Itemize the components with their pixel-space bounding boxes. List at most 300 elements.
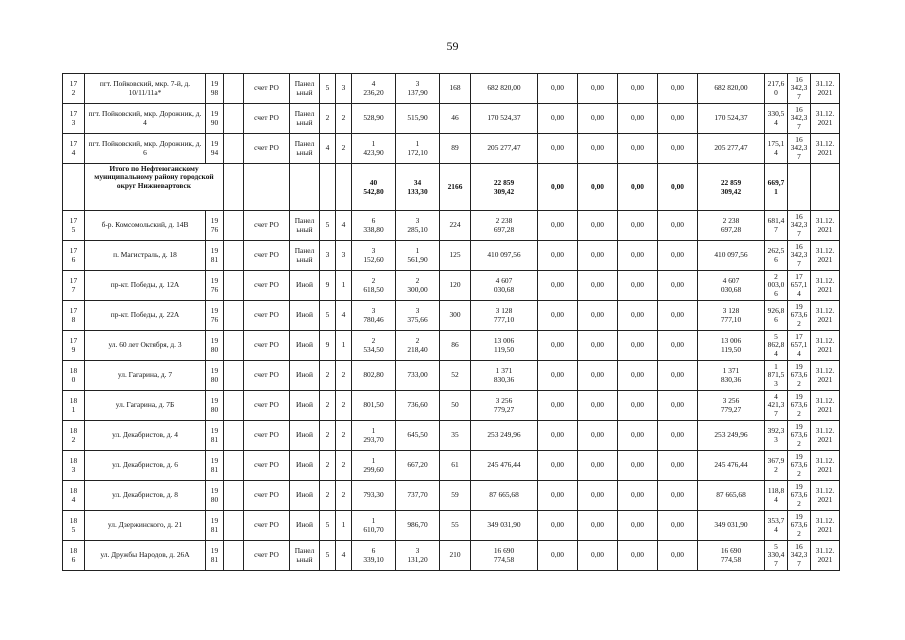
cell-cost-fund: 0,00: [538, 331, 578, 361]
subtotal-completion-date: [811, 164, 840, 211]
cell-cost-fund: 0,00: [538, 104, 578, 134]
cell-empty-col: [224, 511, 244, 541]
cell-total-area: 1 293,70: [352, 421, 396, 451]
cell-cost-owners: 0,00: [658, 391, 698, 421]
cell-address: ул. 60 лет Октября, д. 3: [85, 331, 206, 361]
cell-max-unit-cost: 17 657,1 4: [788, 271, 811, 301]
cell-empty-col: [224, 104, 244, 134]
cell-address: п. Магистраль, д. 18: [85, 241, 206, 271]
cell-floors: 9: [320, 271, 336, 301]
cell-unit-cost: 392,3 3: [765, 421, 788, 451]
cell-cost-local: 0,00: [618, 391, 658, 421]
cell-residents: 300: [440, 301, 471, 331]
cell-residents: 52: [440, 361, 471, 391]
cell-row-number: 18 1: [63, 391, 85, 421]
cell-residents: 168: [440, 74, 471, 104]
cell-entrances: 3: [336, 241, 352, 271]
cell-floors: 2: [320, 361, 336, 391]
cell-total-cost: 410 097,56: [471, 241, 538, 271]
cell-cost-total-2: 3 128 777,10: [698, 301, 765, 331]
cell-living-area: 667,20: [396, 451, 440, 481]
table-row: [63, 74, 840, 104]
cell-fund-method: счет РО: [244, 331, 290, 361]
cell-cost-region: 0,00: [578, 391, 618, 421]
cell-residents: 120: [440, 271, 471, 301]
cell-total-area: 6 338,80: [352, 211, 396, 241]
cell-max-unit-cost: 16 342,3 7: [788, 241, 811, 271]
cell-max-unit-cost: 19 673,6 2: [788, 451, 811, 481]
table-row: [63, 271, 840, 301]
cell-cost-local: 0,00: [618, 134, 658, 164]
cell-unit-cost: 926,8 6: [765, 301, 788, 331]
cell-cost-total-2: 87 665,68: [698, 481, 765, 511]
cell-unit-cost: 175,1 4: [765, 134, 788, 164]
cell-cost-fund: 0,00: [538, 271, 578, 301]
cell-cost-local: 0,00: [618, 241, 658, 271]
cell-empty-col: [224, 451, 244, 481]
cell-unit-cost: 262,5 6: [765, 241, 788, 271]
cell-cost-owners: 0,00: [658, 331, 698, 361]
cell-floors: 5: [320, 511, 336, 541]
cell-row-number: 18 0: [63, 361, 85, 391]
cell-build-year: 19 90: [206, 104, 224, 134]
cell-living-area: 645,50: [396, 421, 440, 451]
cell-total-cost: 87 665,68: [471, 481, 538, 511]
cell-residents: 35: [440, 421, 471, 451]
cell-wall-material: Панел ьный: [290, 134, 320, 164]
cell-cost-region: 0,00: [578, 451, 618, 481]
cell-row-number: 17 3: [63, 104, 85, 134]
cell-completion-date: 31.12. 2021: [811, 511, 840, 541]
cell-entrances: 1: [336, 271, 352, 301]
cell-empty: [244, 164, 290, 211]
cell-cost-local: 0,00: [618, 421, 658, 451]
cell-cost-local: 0,00: [618, 211, 658, 241]
cell-completion-date: 31.12. 2021: [811, 241, 840, 271]
cell-unit-cost: 217,6 0: [765, 74, 788, 104]
cell-completion-date: 31.12. 2021: [811, 481, 840, 511]
cell-total-cost: 16 690 774,58: [471, 541, 538, 571]
cell-unit-cost: 367,9 2: [765, 451, 788, 481]
cell-build-year: 19 81: [206, 541, 224, 571]
cell-cost-region: 0,00: [578, 421, 618, 451]
cell-cost-local: 0,00: [618, 331, 658, 361]
table-row: [63, 481, 840, 511]
cell-completion-date: 31.12. 2021: [811, 451, 840, 481]
cell-wall-material: Иной: [290, 421, 320, 451]
cell-residents: 125: [440, 241, 471, 271]
cell-cost-fund: 0,00: [538, 511, 578, 541]
cell-wall-material: Панел ьный: [290, 104, 320, 134]
cell-total-area: 801,50: [352, 391, 396, 421]
cell-empty-col: [224, 331, 244, 361]
cell-empty-col: [224, 134, 244, 164]
cell-fund-method: счет РО: [244, 134, 290, 164]
cell-build-year: 19 81: [206, 511, 224, 541]
cell-wall-material: Иной: [290, 451, 320, 481]
cell-cost-region: 0,00: [578, 361, 618, 391]
cell-completion-date: 31.12. 2021: [811, 74, 840, 104]
cell-build-year: 19 80: [206, 331, 224, 361]
cell-cost-total-2: 170 524,37: [698, 104, 765, 134]
cell-entrances: 2: [336, 391, 352, 421]
cell-address: ул. Декабристов, д. 8: [85, 481, 206, 511]
cell-living-area: 1 172,10: [396, 134, 440, 164]
cell-max-unit-cost: 19 673,6 2: [788, 391, 811, 421]
cell-wall-material: Иной: [290, 361, 320, 391]
table-row: [63, 211, 840, 241]
cell-cost-local: 0,00: [618, 271, 658, 301]
cell-empty-col: [224, 301, 244, 331]
cell-floors: 3: [320, 241, 336, 271]
subtotal-row: [63, 164, 840, 211]
cell-cost-fund: 0,00: [538, 241, 578, 271]
subtotal-cost-owners: 0,00: [658, 164, 698, 211]
cell-total-cost: 3 128 777,10: [471, 301, 538, 331]
cell-cost-total-2: 4 607 030,68: [698, 271, 765, 301]
subtotal-total-area: 40 542,80: [352, 164, 396, 211]
cell-cost-owners: 0,00: [658, 301, 698, 331]
cell-completion-date: 31.12. 2021: [811, 301, 840, 331]
cell-build-year: 19 98: [206, 74, 224, 104]
cell-entrances: 1: [336, 511, 352, 541]
page-number: 59: [446, 39, 459, 53]
cell-build-year: 19 81: [206, 241, 224, 271]
cell-build-year: 19 76: [206, 301, 224, 331]
cell-total-area: 528,90: [352, 104, 396, 134]
cell-total-area: 6 339,10: [352, 541, 396, 571]
cell-wall-material: Иной: [290, 481, 320, 511]
cell-total-cost: 170 524,37: [471, 104, 538, 134]
cell-address: пр-кт. Победы, д. 12А: [85, 271, 206, 301]
cell-fund-method: счет РО: [244, 241, 290, 271]
cell-total-area: 3 780,46: [352, 301, 396, 331]
cell-cost-local: 0,00: [618, 301, 658, 331]
cell-unit-cost: 118,8 4: [765, 481, 788, 511]
cell-unit-cost: 681,4 7: [765, 211, 788, 241]
cell-living-area: 986,70: [396, 511, 440, 541]
cell-unit-cost: 2 003,0 6: [765, 271, 788, 301]
cell-total-cost: 682 820,00: [471, 74, 538, 104]
cell-cost-fund: 0,00: [538, 541, 578, 571]
cell-row-number: 17 7: [63, 271, 85, 301]
cell-cost-fund: 0,00: [538, 481, 578, 511]
cell-cost-fund: 0,00: [538, 361, 578, 391]
cell-address: ул. Дзержинского, д. 21: [85, 511, 206, 541]
cell-residents: 89: [440, 134, 471, 164]
cell-fund-method: счет РО: [244, 481, 290, 511]
cell-cost-region: 0,00: [578, 104, 618, 134]
cell-address: ул. Декабристов, д. 6: [85, 451, 206, 481]
cell-floors: 2: [320, 391, 336, 421]
table-row: [63, 331, 840, 361]
cell-row-number: 18 2: [63, 421, 85, 451]
cell-entrances: 2: [336, 361, 352, 391]
cell-floors: 2: [320, 104, 336, 134]
cell-empty-col: [224, 271, 244, 301]
subtotal-label: Итого по Нефтеюганскому муниципальному району городской округ Нижневартовск: [85, 164, 224, 211]
cell-unit-cost: 5 330,4 7: [765, 541, 788, 571]
cell-unit-cost: 5 862,8 4: [765, 331, 788, 361]
cell-wall-material: Иной: [290, 271, 320, 301]
cell-cost-owners: 0,00: [658, 451, 698, 481]
cell-cost-total-2: 349 031,90: [698, 511, 765, 541]
cell-max-unit-cost: 19 673,6 2: [788, 481, 811, 511]
cell-residents: 55: [440, 511, 471, 541]
cell-cost-owners: 0,00: [658, 481, 698, 511]
cell-total-cost: 4 607 030,68: [471, 271, 538, 301]
subtotal-cost-local: 0,00: [618, 164, 658, 211]
cell-fund-method: счет РО: [244, 421, 290, 451]
cell-cost-total-2: 3 256 779,27: [698, 391, 765, 421]
cell-completion-date: 31.12. 2021: [811, 211, 840, 241]
cell-cost-owners: 0,00: [658, 541, 698, 571]
cell-living-area: 736,60: [396, 391, 440, 421]
cell-address: ул. Декабристов, д. 4: [85, 421, 206, 451]
cell-wall-material: Иной: [290, 511, 320, 541]
cell-wall-material: Иной: [290, 301, 320, 331]
cell-empty-col: [224, 541, 244, 571]
cell-address: пр-кт. Победы, д. 22А: [85, 301, 206, 331]
cell-living-area: 515,90: [396, 104, 440, 134]
cell-fund-method: счет РО: [244, 391, 290, 421]
cell-empty-col: [224, 481, 244, 511]
cell-floors: 2: [320, 451, 336, 481]
cell-cost-total-2: 2 238 697,28: [698, 211, 765, 241]
cell-row-number: 17 6: [63, 241, 85, 271]
cell-max-unit-cost: 16 342,3 7: [788, 104, 811, 134]
cell-row-number: 17 8: [63, 301, 85, 331]
cell-residents: 46: [440, 104, 471, 134]
subtotal-cost-fund: 0,00: [538, 164, 578, 211]
cell-fund-method: счет РО: [244, 211, 290, 241]
table-row: [63, 361, 840, 391]
cell-unit-cost: 353,7 4: [765, 511, 788, 541]
cell-fund-method: счет РО: [244, 451, 290, 481]
subtotal-unit-cost: 669,7 1: [765, 164, 788, 211]
cell-max-unit-cost: 16 342,3 7: [788, 541, 811, 571]
cell-entrances: 2: [336, 134, 352, 164]
cell-address: ул. Гагарина, д. 7: [85, 361, 206, 391]
cell-cost-owners: 0,00: [658, 361, 698, 391]
cell-entrances: 4: [336, 541, 352, 571]
subtotal-residents: 2166: [440, 164, 471, 211]
cell-row-number: 17 2: [63, 74, 85, 104]
cell-cost-region: 0,00: [578, 481, 618, 511]
cell-empty-col: [224, 74, 244, 104]
cell-completion-date: 31.12. 2021: [811, 271, 840, 301]
cell-build-year: 19 76: [206, 271, 224, 301]
cell-build-year: 19 80: [206, 361, 224, 391]
cell-floors: 4: [320, 134, 336, 164]
cell-total-area: 4 236,20: [352, 74, 396, 104]
cell-floors: 5: [320, 74, 336, 104]
cell-max-unit-cost: 19 673,6 2: [788, 421, 811, 451]
cell-cost-region: 0,00: [578, 511, 618, 541]
cell-cost-total-2: 1 371 830,36: [698, 361, 765, 391]
subtotal-living-area: 34 133,30: [396, 164, 440, 211]
cell-cost-local: 0,00: [618, 74, 658, 104]
cell-build-year: 19 81: [206, 421, 224, 451]
cell-wall-material: Панел ьный: [290, 74, 320, 104]
cell-total-area: 793,30: [352, 481, 396, 511]
subtotal-max-unit-cost: [788, 164, 811, 211]
cell-address: ул. Гагарина, д. 7Б: [85, 391, 206, 421]
cell-living-area: 1 561,90: [396, 241, 440, 271]
cell-cost-total-2: 13 006 119,50: [698, 331, 765, 361]
cell-cost-fund: 0,00: [538, 421, 578, 451]
cell-total-cost: 253 249,96: [471, 421, 538, 451]
cell-entrances: 2: [336, 451, 352, 481]
cell-cost-fund: 0,00: [538, 451, 578, 481]
cell-empty-col: [224, 361, 244, 391]
cell-cost-total-2: 245 476,44: [698, 451, 765, 481]
cell-cost-total-2: 16 690 774,58: [698, 541, 765, 571]
cell-total-area: 1 610,70: [352, 511, 396, 541]
cell-max-unit-cost: 16 342,3 7: [788, 74, 811, 104]
cell-fund-method: счет РО: [244, 74, 290, 104]
cell-entrances: 1: [336, 331, 352, 361]
cell-cost-total-2: 205 277,47: [698, 134, 765, 164]
cell-fund-method: счет РО: [244, 511, 290, 541]
cell-cost-owners: 0,00: [658, 74, 698, 104]
table-row: [63, 301, 840, 331]
cell-total-area: 2 534,50: [352, 331, 396, 361]
cell-empty: [320, 164, 336, 211]
cell-empty-col: [224, 421, 244, 451]
cell-build-year: 19 80: [206, 391, 224, 421]
cell-unit-cost: 330,5 4: [765, 104, 788, 134]
cell-cost-region: 0,00: [578, 541, 618, 571]
cell-empty: [290, 164, 320, 211]
cell-cost-fund: 0,00: [538, 211, 578, 241]
cell-residents: 59: [440, 481, 471, 511]
cell-build-year: 19 80: [206, 481, 224, 511]
cell-completion-date: 31.12. 2021: [811, 104, 840, 134]
cell-wall-material: Иной: [290, 391, 320, 421]
cell-cost-owners: 0,00: [658, 211, 698, 241]
cell-entrances: 4: [336, 301, 352, 331]
cell-fund-method: счет РО: [244, 104, 290, 134]
cell-row-number: 17 5: [63, 211, 85, 241]
cell-build-year: 19 94: [206, 134, 224, 164]
cell-total-cost: 1 371 830,36: [471, 361, 538, 391]
cell-empty-col: [224, 391, 244, 421]
cell-cost-fund: 0,00: [538, 134, 578, 164]
table-row: [63, 541, 840, 571]
cell-floors: 5: [320, 541, 336, 571]
cell-cost-total-2: 682 820,00: [698, 74, 765, 104]
table-row: [63, 421, 840, 451]
cell-total-cost: 349 031,90: [471, 511, 538, 541]
cell-row-number: 18 4: [63, 481, 85, 511]
cell-floors: 9: [320, 331, 336, 361]
cell-residents: 210: [440, 541, 471, 571]
cell-cost-fund: 0,00: [538, 301, 578, 331]
cell-empty-col: [224, 211, 244, 241]
cell-row-number: 18 3: [63, 451, 85, 481]
cell-row-number: 18 5: [63, 511, 85, 541]
cell-wall-material: Панел ьный: [290, 211, 320, 241]
cell-max-unit-cost: 19 673,6 2: [788, 301, 811, 331]
cell-max-unit-cost: 16 342,3 7: [788, 211, 811, 241]
cell-cost-local: 0,00: [618, 451, 658, 481]
cell-cost-fund: 0,00: [538, 74, 578, 104]
cell-cost-owners: 0,00: [658, 271, 698, 301]
cell-cost-owners: 0,00: [658, 134, 698, 164]
cell-living-area: 3 375,66: [396, 301, 440, 331]
cell-empty: [63, 164, 85, 211]
table-row: [63, 511, 840, 541]
cell-wall-material: Панел ьный: [290, 241, 320, 271]
cell-completion-date: 31.12. 2021: [811, 421, 840, 451]
cell-total-cost: 245 476,44: [471, 451, 538, 481]
cell-completion-date: 31.12. 2021: [811, 361, 840, 391]
cell-total-cost: 3 256 779,27: [471, 391, 538, 421]
cell-row-number: 18 6: [63, 541, 85, 571]
cell-max-unit-cost: 19 673,6 2: [788, 361, 811, 391]
cell-build-year: 19 76: [206, 211, 224, 241]
cell-max-unit-cost: 16 342,3 7: [788, 134, 811, 164]
cell-total-cost: 2 238 697,28: [471, 211, 538, 241]
cell-entrances: 3: [336, 74, 352, 104]
cell-cost-region: 0,00: [578, 331, 618, 361]
cell-cost-region: 0,00: [578, 271, 618, 301]
cell-total-area: 1 423,90: [352, 134, 396, 164]
housing-register-table: [62, 73, 840, 571]
cell-completion-date: 31.12. 2021: [811, 331, 840, 361]
cell-completion-date: 31.12. 2021: [811, 541, 840, 571]
subtotal-total-cost: 22 859 309,42: [471, 164, 538, 211]
cell-cost-region: 0,00: [578, 241, 618, 271]
subtotal-cost-region: 0,00: [578, 164, 618, 211]
cell-floors: 5: [320, 211, 336, 241]
table-row: [63, 451, 840, 481]
cell-build-year: 19 81: [206, 451, 224, 481]
cell-fund-method: счет РО: [244, 301, 290, 331]
table-row: [63, 391, 840, 421]
cell-residents: 50: [440, 391, 471, 421]
table-row: [63, 134, 840, 164]
cell-fund-method: счет РО: [244, 361, 290, 391]
cell-cost-local: 0,00: [618, 541, 658, 571]
cell-address: пгт. Пойковский, мкр. 7-й, д. 10/11/11а*: [85, 74, 206, 104]
cell-cost-owners: 0,00: [658, 104, 698, 134]
cell-total-area: 802,80: [352, 361, 396, 391]
cell-floors: 5: [320, 301, 336, 331]
cell-unit-cost: 1 871,5 3: [765, 361, 788, 391]
cell-cost-local: 0,00: [618, 104, 658, 134]
cell-empty: [336, 164, 352, 211]
cell-total-area: 1 299,60: [352, 451, 396, 481]
cell-living-area: 3 131,20: [396, 541, 440, 571]
cell-residents: 224: [440, 211, 471, 241]
cell-wall-material: Иной: [290, 331, 320, 361]
cell-address: пгт. Пойковский, мкр. Дорожник, д. 6: [85, 134, 206, 164]
cell-completion-date: 31.12. 2021: [811, 391, 840, 421]
cell-entrances: 4: [336, 211, 352, 241]
cell-entrances: 2: [336, 481, 352, 511]
cell-total-cost: 13 006 119,50: [471, 331, 538, 361]
cell-cost-fund: 0,00: [538, 391, 578, 421]
cell-address: пгт. Пойковский, мкр. Дорожник, д. 4: [85, 104, 206, 134]
cell-living-area: 2 218,40: [396, 331, 440, 361]
cell-entrances: 2: [336, 104, 352, 134]
cell-row-number: 17 4: [63, 134, 85, 164]
cell-completion-date: 31.12. 2021: [811, 134, 840, 164]
cell-address: ул. Дружбы Народов, д. 26А: [85, 541, 206, 571]
cell-cost-total-2: 253 249,96: [698, 421, 765, 451]
